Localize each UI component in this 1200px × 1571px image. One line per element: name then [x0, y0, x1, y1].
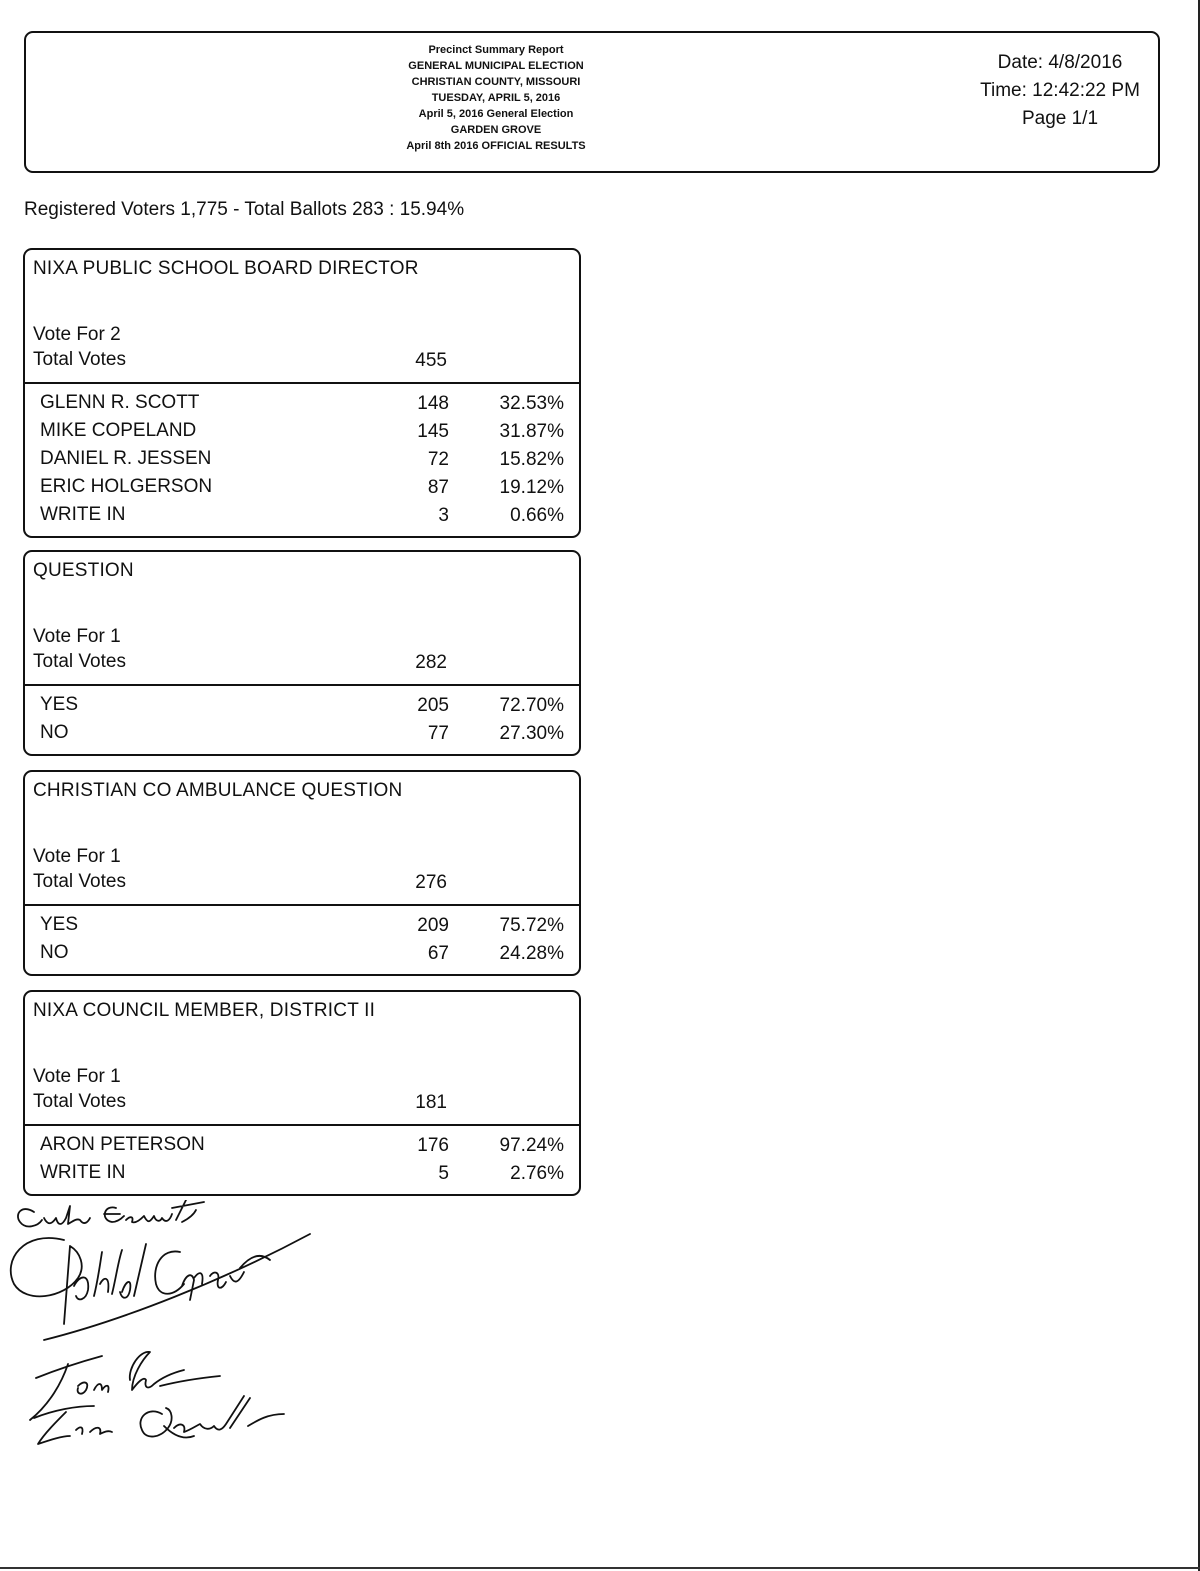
race-title: NIXA PUBLIC SCHOOL BOARD DIRECTOR: [33, 258, 419, 279]
candidate-percent: 75.72%: [499, 915, 564, 936]
report-header: [24, 31, 1160, 173]
race-header: [25, 250, 579, 384]
candidate-name: NO: [40, 722, 69, 743]
handwritten-signatures: [4, 1200, 324, 1460]
signature-1: [18, 1200, 204, 1226]
total-votes-value: 181: [415, 1092, 447, 1113]
signature-2: [11, 1234, 310, 1340]
candidate-votes: 77: [427, 723, 449, 744]
result-row: [25, 912, 579, 940]
county-name: CHRISTIAN COUNTY, MISSOURI: [411, 76, 581, 88]
result-row: [25, 940, 579, 968]
result-row: [25, 390, 579, 418]
candidate-percent: 24.28%: [499, 943, 564, 964]
race-results: [25, 906, 579, 974]
total-votes-label: Total Votes: [33, 1091, 126, 1112]
race-title: NIXA COUNCIL MEMBER, DISTRICT II: [33, 1000, 376, 1021]
vote-for-label: Vote For 1: [33, 1066, 121, 1087]
vote-for-label: Vote For 1: [33, 626, 121, 647]
candidate-votes: 205: [417, 695, 449, 716]
report-time: Time: 12:42:22 PM: [980, 80, 1140, 101]
result-row: [25, 418, 579, 446]
vote-for-label: Vote For 2: [33, 324, 121, 345]
precinct-name: GARDEN GROVE: [450, 124, 542, 136]
candidate-votes: 209: [417, 915, 449, 936]
report-meta: [970, 49, 1150, 133]
candidate-name: NO: [40, 942, 69, 963]
page-bottom-line: [0, 1567, 1200, 1569]
race-box: [23, 770, 581, 976]
candidate-votes: 67: [427, 943, 449, 964]
race-header: [25, 992, 579, 1126]
candidate-percent: 97.24%: [499, 1135, 564, 1156]
candidate-percent: 32.53%: [499, 393, 564, 414]
candidate-percent: 19.12%: [499, 477, 564, 498]
candidate-name: MIKE COPELAND: [40, 420, 197, 441]
race-header: [25, 772, 579, 906]
candidate-name: WRITE IN: [40, 1162, 126, 1183]
results-status: April 8th 2016 OFFICIAL RESULTS: [406, 140, 586, 152]
candidate-name: WRITE IN: [40, 504, 126, 525]
race-box: [23, 248, 581, 538]
turnout-summary: Registered Voters 1,775 - Total Ballots 283 : 15.94%: [24, 199, 465, 220]
candidate-name: YES: [40, 694, 79, 715]
candidate-percent: 0.66%: [510, 505, 564, 526]
total-votes-label: Total Votes: [33, 349, 126, 370]
candidate-percent: 15.82%: [499, 449, 564, 470]
candidate-name: GLENN R. SCOTT: [40, 392, 200, 413]
candidate-percent: 2.76%: [510, 1163, 564, 1184]
result-row: [25, 692, 579, 720]
vote-for-label: Vote For 1: [33, 846, 121, 867]
total-votes-label: Total Votes: [33, 651, 126, 672]
result-row: [25, 502, 579, 530]
election-name: GENERAL MUNICIPAL ELECTION: [408, 60, 584, 72]
election-day: TUESDAY, APRIL 5, 2016: [431, 92, 561, 104]
candidate-votes: 3: [438, 505, 449, 526]
race-results: [25, 1126, 579, 1194]
race-box: [23, 550, 581, 756]
race-title: QUESTION: [33, 560, 134, 581]
race-results: [25, 686, 579, 754]
report-title: Precinct Summary Report: [428, 44, 564, 56]
candidate-votes: 176: [417, 1135, 449, 1156]
election-label: April 5, 2016 General Election: [418, 108, 574, 120]
result-row: [25, 446, 579, 474]
total-votes-value: 455: [415, 350, 447, 371]
candidate-votes: 5: [438, 1163, 449, 1184]
candidate-percent: 27.30%: [499, 723, 564, 744]
race-box: [23, 990, 581, 1196]
total-votes-label: Total Votes: [33, 871, 126, 892]
report-header-title-block: [326, 42, 666, 154]
candidate-votes: 148: [417, 393, 449, 414]
result-row: [25, 1160, 579, 1188]
candidate-votes: 87: [427, 477, 449, 498]
page-number: Page 1/1: [1021, 108, 1099, 129]
result-row: [25, 474, 579, 502]
candidate-name: ARON PETERSON: [40, 1134, 205, 1155]
candidate-name: DANIEL R. JESSEN: [40, 448, 212, 469]
race-results: [25, 384, 579, 536]
candidate-percent: 31.87%: [499, 421, 564, 442]
report-date: Date: 4/8/2016: [997, 52, 1123, 73]
candidate-percent: 72.70%: [499, 695, 564, 716]
candidate-name: YES: [40, 914, 79, 935]
candidate-votes: 145: [417, 421, 449, 442]
race-title: CHRISTIAN CO AMBULANCE QUESTION: [33, 780, 403, 801]
race-header: [25, 552, 579, 686]
candidate-name: ERIC HOLGERSON: [40, 476, 213, 497]
candidate-votes: 72: [427, 449, 449, 470]
total-votes-value: 282: [415, 652, 447, 673]
total-votes-value: 276: [415, 872, 447, 893]
result-row: [25, 720, 579, 748]
result-row: [25, 1132, 579, 1160]
signature-4: [34, 1396, 284, 1444]
